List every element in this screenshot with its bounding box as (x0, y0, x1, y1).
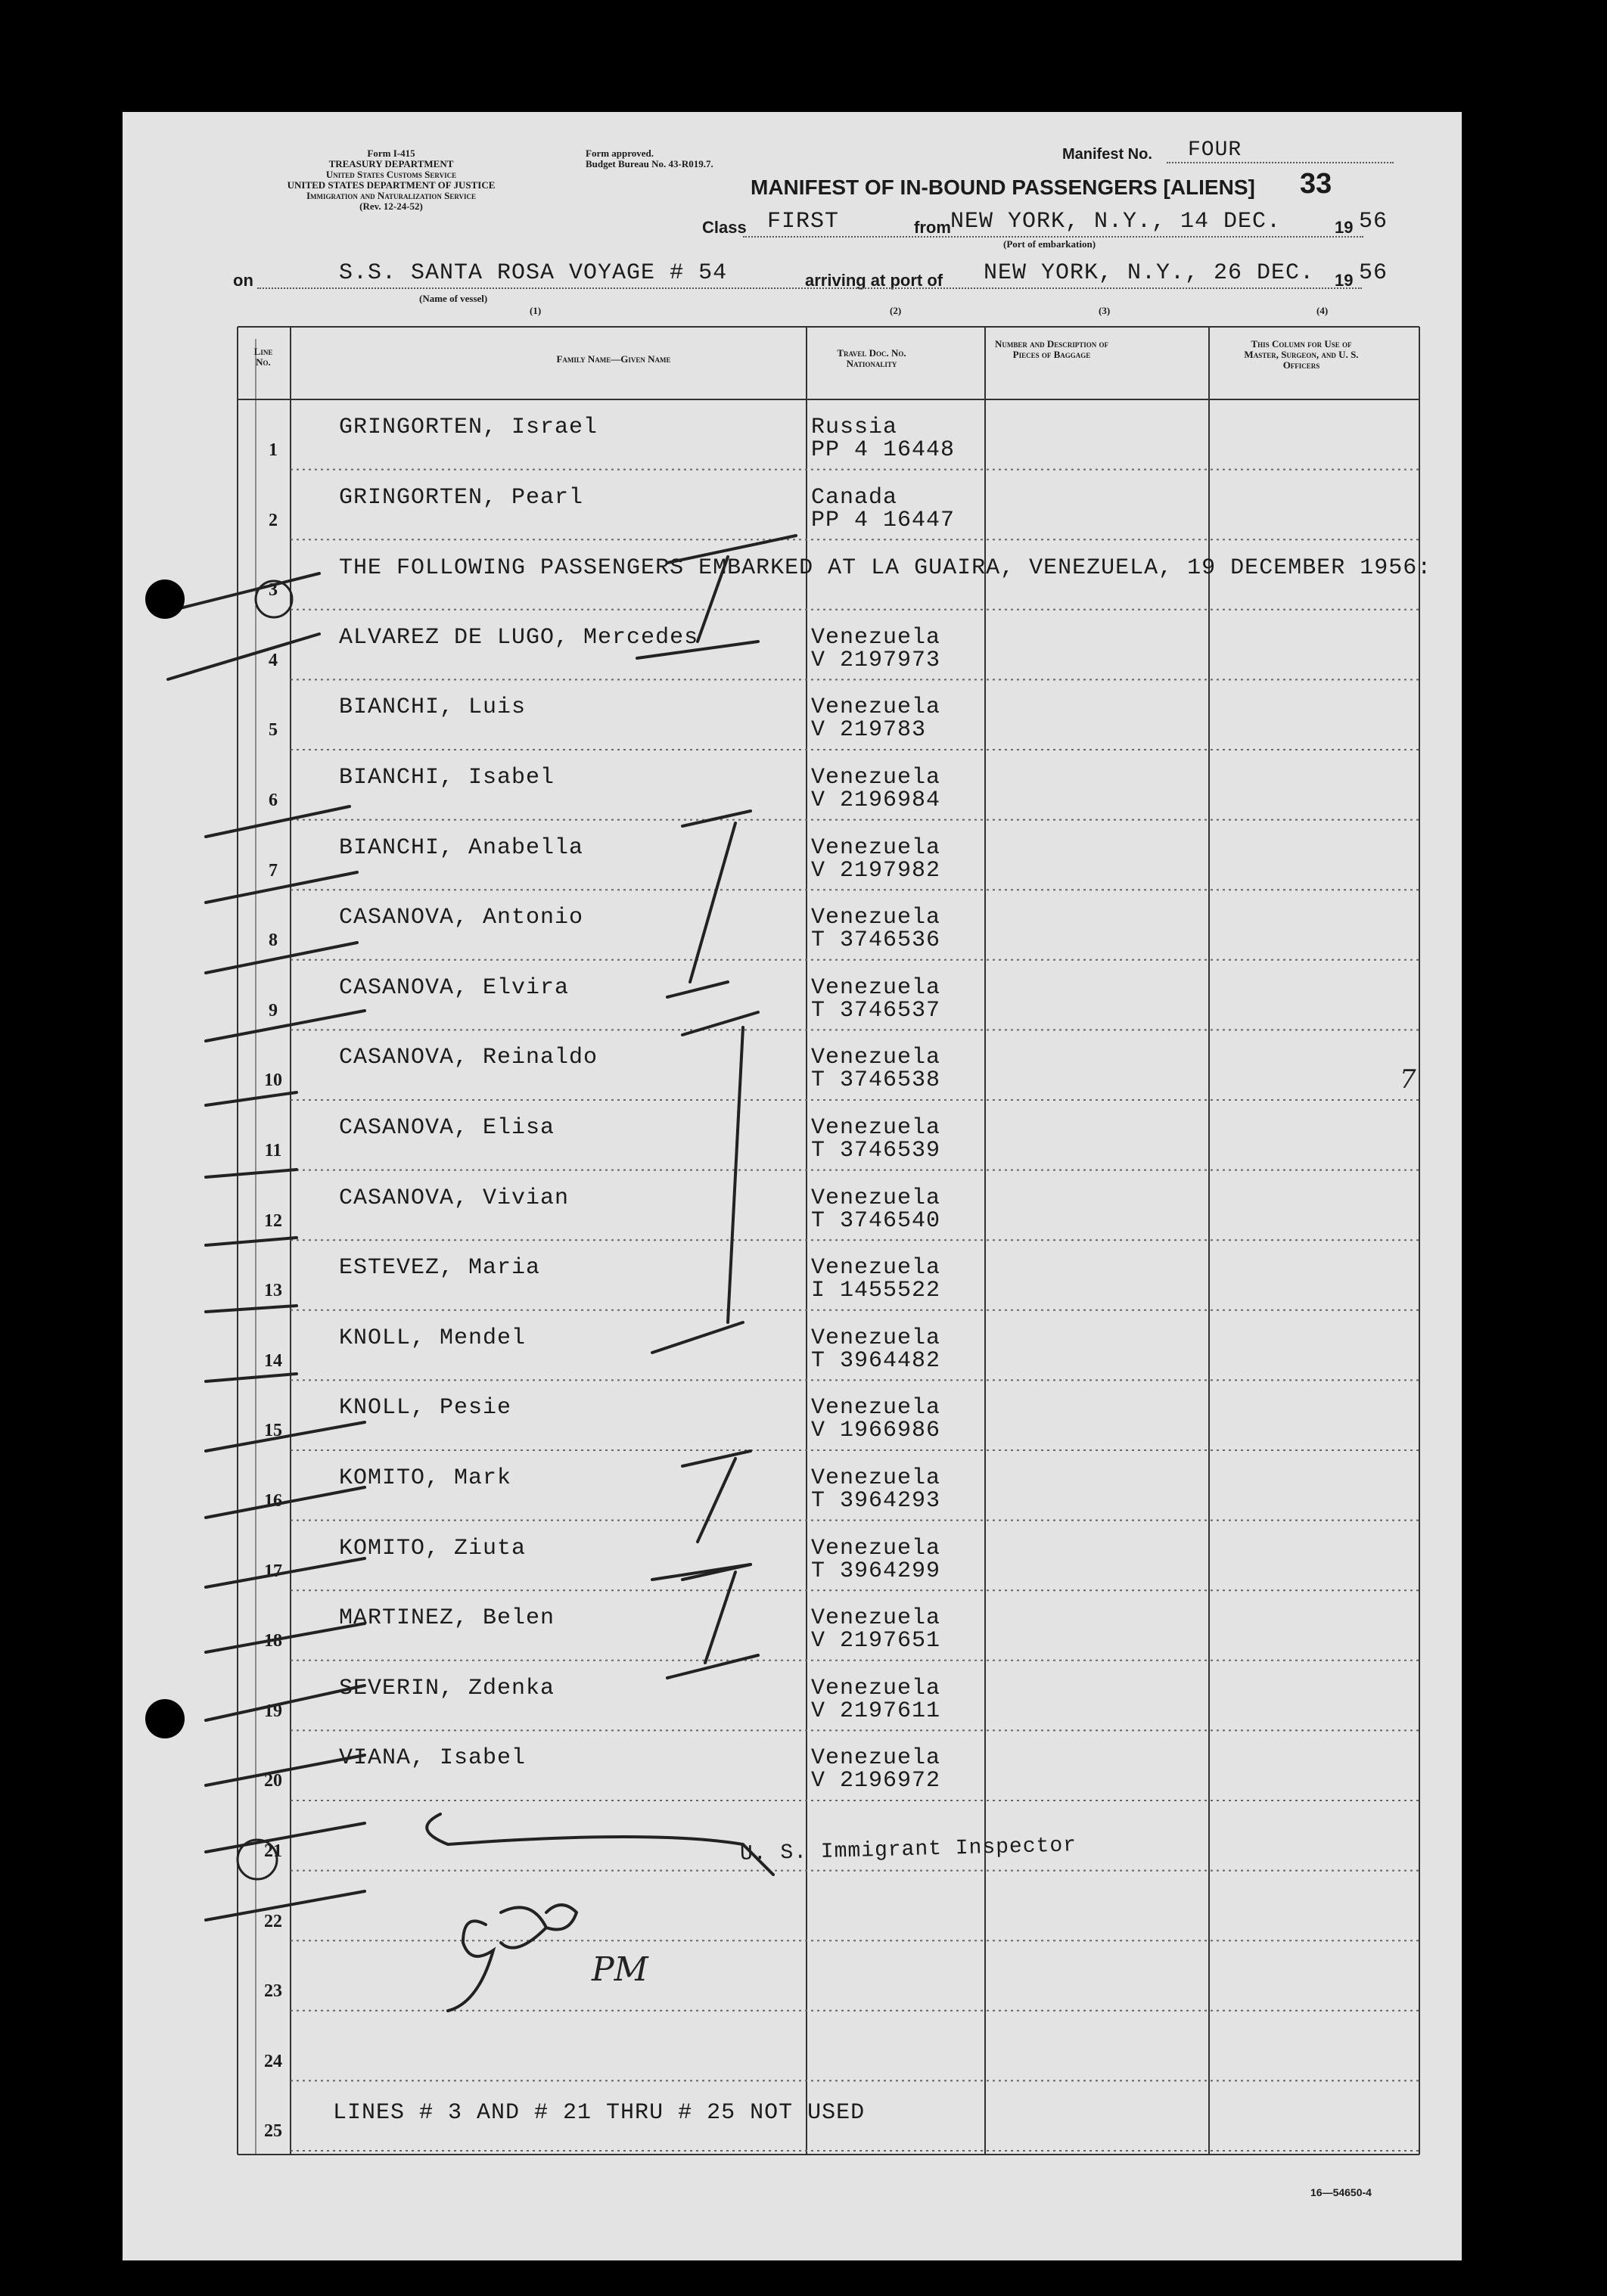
signature-scrawl (427, 1814, 773, 1875)
travel-doc-number: V 2197973 (811, 647, 941, 673)
port-embarkation-caption: (Port of embarkation) (1003, 238, 1096, 250)
manifest-label: Manifest No. (1062, 146, 1152, 163)
col-num-2: (2) (890, 305, 902, 316)
row10-mark: 7 (1400, 1064, 1416, 1095)
travel-doc-number: V 2196972 (811, 1768, 941, 1794)
bracket-i-mark (667, 811, 751, 997)
customs-service: United States Customs Service (325, 169, 457, 180)
line-number: 14 (264, 1350, 282, 1371)
nationality: Canada (811, 484, 898, 511)
check-mark-icon (206, 1306, 297, 1312)
page-number: 33 (1300, 168, 1332, 200)
embarked-note: THE FOLLOWING PASSENGERS EMBARKED AT LA GUAIRA, VENEZUELA, 19 DECEMBER 1956: (339, 555, 1432, 581)
line-number: 6 (269, 791, 278, 810)
check-mark-icon (206, 1092, 297, 1105)
col-header-travel: Travel Doc. No. Nationality (837, 347, 906, 369)
justice-dept: UNITED STATES DEPARTMENT OF JUSTICE (287, 179, 496, 191)
travel-doc-number: V 2196984 (811, 788, 941, 813)
passenger-name: ESTEVEZ, Maria (339, 1255, 541, 1282)
footer-code: 16—54650-4 (1310, 2186, 1372, 2198)
travel-doc-number: T 3964482 (811, 1347, 941, 1374)
line-number: 3 (269, 580, 278, 601)
nationality: Venezuela (811, 1535, 941, 1561)
passenger-name: BIANCHI, Luis (339, 694, 527, 721)
check-mark-icon (206, 1487, 365, 1518)
from-label: from (914, 218, 951, 237)
col-header-baggage: Number and Description of Pieces of Baggage (994, 338, 1109, 360)
check-mark-icon (206, 1685, 365, 1720)
check-mark-icon (206, 1374, 297, 1381)
nationality: Venezuela (811, 1745, 941, 1772)
nationality: Venezuela (811, 765, 941, 791)
ins-service: Immigration and Naturalization Service (306, 190, 477, 201)
col-num-4: (4) (1316, 305, 1329, 316)
form-number: Form I-415 (367, 148, 415, 159)
vessel-caption: (Name of vessel) (419, 293, 488, 304)
treasury-dept: TREASURY DEPARTMENT (328, 158, 454, 169)
year-prefix-1: 19 (1335, 218, 1354, 237)
vessel-name: S.S. SANTA ROSA VOYAGE # 54 (339, 260, 728, 286)
line-number: 24 (264, 2051, 282, 2071)
travel-doc-number: I 1455522 (811, 1278, 941, 1304)
passenger-name: BIANCHI, Isabel (339, 765, 555, 791)
passenger-name: ALVAREZ DE LUGO, Mercedes (339, 624, 699, 651)
travel-doc-number: PP 4 16447 (811, 507, 956, 533)
check-mark-icon (206, 806, 350, 837)
inspector-signature-label: U. S. Immigrant Inspector (739, 1834, 1077, 1866)
passenger-name: BIANCHI, Anabella (339, 834, 584, 861)
travel-doc-number: PP 4 16448 (811, 437, 956, 463)
line-number: 22 (264, 1911, 282, 1931)
check-mark-icon (206, 1170, 297, 1177)
col-num-3: (3) (1099, 305, 1111, 316)
handwritten-marks (123, 112, 1462, 2260)
line-number: 4 (269, 650, 278, 670)
nationality: Venezuela (811, 1185, 941, 1211)
line-number: 9 (269, 1000, 278, 1021)
passenger-name: CASANOVA, Vivian (339, 1185, 570, 1211)
travel-doc-number: V 1966986 (811, 1418, 941, 1444)
nationality: Venezuela (811, 1465, 941, 1491)
pm-initials: PM (592, 1950, 648, 1989)
travel-doc-number: V 2197651 (811, 1628, 941, 1654)
arriving-label: arriving at port of (805, 271, 943, 290)
check-mark-icon (168, 634, 319, 679)
punch-hole (145, 1699, 185, 1738)
manifest-number: FOUR (1188, 138, 1242, 162)
travel-doc-number: T 3746537 (811, 997, 941, 1024)
travel-doc-number: T 3746539 (811, 1138, 941, 1164)
bracket-i-mark (652, 1012, 758, 1353)
line-number: 5 (269, 720, 278, 741)
revision: (Rev. 12-24-52) (359, 200, 423, 212)
initials-scrawl (448, 1905, 577, 2011)
passenger-name: KOMITO, Ziuta (339, 1535, 527, 1561)
punch-hole (145, 579, 185, 619)
line-number: 18 (264, 1631, 282, 1651)
travel-doc-number: T 3746536 (811, 927, 941, 954)
line-number: 25 (264, 2121, 282, 2142)
travel-doc-number: T 3964293 (811, 1488, 941, 1514)
col-num-1: (1) (530, 305, 542, 316)
line-number: 20 (264, 1771, 282, 1791)
line-number: 13 (264, 1281, 282, 1301)
budget-bureau: Budget Bureau No. 43-R019.7. (586, 158, 713, 169)
line-number: 12 (264, 1210, 282, 1231)
nationality: Venezuela (811, 1395, 941, 1421)
arrival-port: NEW YORK, N.Y., 26 DEC. (984, 260, 1315, 286)
check-mark-icon (206, 872, 357, 903)
check-mark-icon (206, 1238, 297, 1245)
travel-doc-number: V 2197611 (811, 1698, 941, 1724)
form-approved: Form approved. (586, 148, 654, 159)
bracket-i-mark (652, 1451, 751, 1580)
manifest-sheet (123, 112, 1462, 2260)
passenger-name: CASANOVA, Elvira (339, 974, 570, 1001)
col-header-name: Family Name—Given Name (556, 353, 671, 365)
check-mark-icon (206, 943, 357, 973)
travel-doc-number: T 3746538 (811, 1067, 941, 1094)
passenger-name: GRINGORTEN, Israel (339, 415, 598, 440)
from-value: NEW YORK, N.Y., 14 DEC. (950, 209, 1282, 235)
check-mark-icon (206, 1623, 365, 1652)
passenger-name: MARTINEZ, Belen (339, 1605, 555, 1632)
nationality: Russia (811, 415, 898, 440)
col-header-line: Line No. (253, 346, 273, 368)
travel-doc-number: V 219783 (811, 717, 927, 744)
travel-doc-number: T 3964299 (811, 1558, 941, 1584)
line-number: 19 (264, 1701, 282, 1721)
col-header-officers: This Column for Use of Master, Surgeon, and U. S. Officers (1244, 338, 1359, 371)
nationality: Venezuela (811, 1045, 941, 1071)
nationality: Venezuela (811, 1255, 941, 1282)
year-value-2: 56 (1359, 260, 1388, 286)
passenger-name: GRINGORTEN, Pearl (339, 484, 584, 511)
check-mark-icon (206, 1891, 365, 1920)
passenger-name: CASANOVA, Reinaldo (339, 1045, 598, 1071)
nationality: Venezuela (811, 1675, 941, 1701)
line-number: 1 (269, 440, 278, 460)
on-label: on (233, 271, 253, 290)
passenger-name: CASANOVA, Antonio (339, 905, 584, 931)
not-used-note: LINES # 3 AND # 21 THRU # 25 NOT USED (333, 2100, 866, 2126)
bracket-i-mark (637, 536, 796, 658)
nationality: Venezuela (811, 694, 941, 721)
year-value-1: 56 (1359, 209, 1388, 235)
line-number: 16 (264, 1491, 282, 1511)
line-number: 23 (264, 1981, 282, 2002)
passenger-name: KOMITO, Mark (339, 1465, 512, 1491)
check-mark-icon (206, 1422, 365, 1451)
travel-doc-number: T 3746540 (811, 1207, 941, 1234)
check-mark-icon (206, 1823, 365, 1852)
line-number: 15 (264, 1421, 282, 1441)
nationality: Venezuela (811, 905, 941, 931)
nationality: Venezuela (811, 1605, 941, 1632)
form-title: MANIFEST OF IN-BOUND PASSENGERS [ALIENS] (751, 176, 1255, 199)
line-number: 2 (269, 510, 278, 530)
nationality: Venezuela (811, 834, 941, 861)
line-number: 17 (264, 1561, 282, 1581)
year-prefix-2: 19 (1335, 271, 1354, 290)
travel-doc-number: V 2197982 (811, 857, 941, 884)
check-mark-icon (206, 1755, 365, 1785)
line-number: 8 (269, 931, 278, 951)
nationality: Venezuela (811, 974, 941, 1001)
passenger-name: CASANOVA, Elisa (339, 1115, 555, 1141)
passenger-name: KNOLL, Pesie (339, 1395, 512, 1421)
bracket-i-mark (667, 1564, 758, 1678)
passenger-name: KNOLL, Mendel (339, 1325, 527, 1351)
passenger-name: VIANA, Isabel (339, 1745, 527, 1772)
passenger-name: SEVERIN, Zdenka (339, 1675, 555, 1701)
check-mark-icon (206, 1011, 365, 1041)
check-mark-icon (206, 1558, 365, 1587)
class-label: Class (702, 218, 747, 237)
nationality: Venezuela (811, 1325, 941, 1351)
line-number: 11 (264, 1141, 282, 1160)
line-number: 10 (264, 1070, 282, 1091)
nationality: Venezuela (811, 1115, 941, 1141)
nationality: Venezuela (811, 624, 941, 651)
check-mark-icon (168, 573, 319, 611)
line-number: 21 (264, 1841, 282, 1861)
class-value: FIRST (767, 209, 840, 235)
line-number: 7 (269, 860, 278, 881)
